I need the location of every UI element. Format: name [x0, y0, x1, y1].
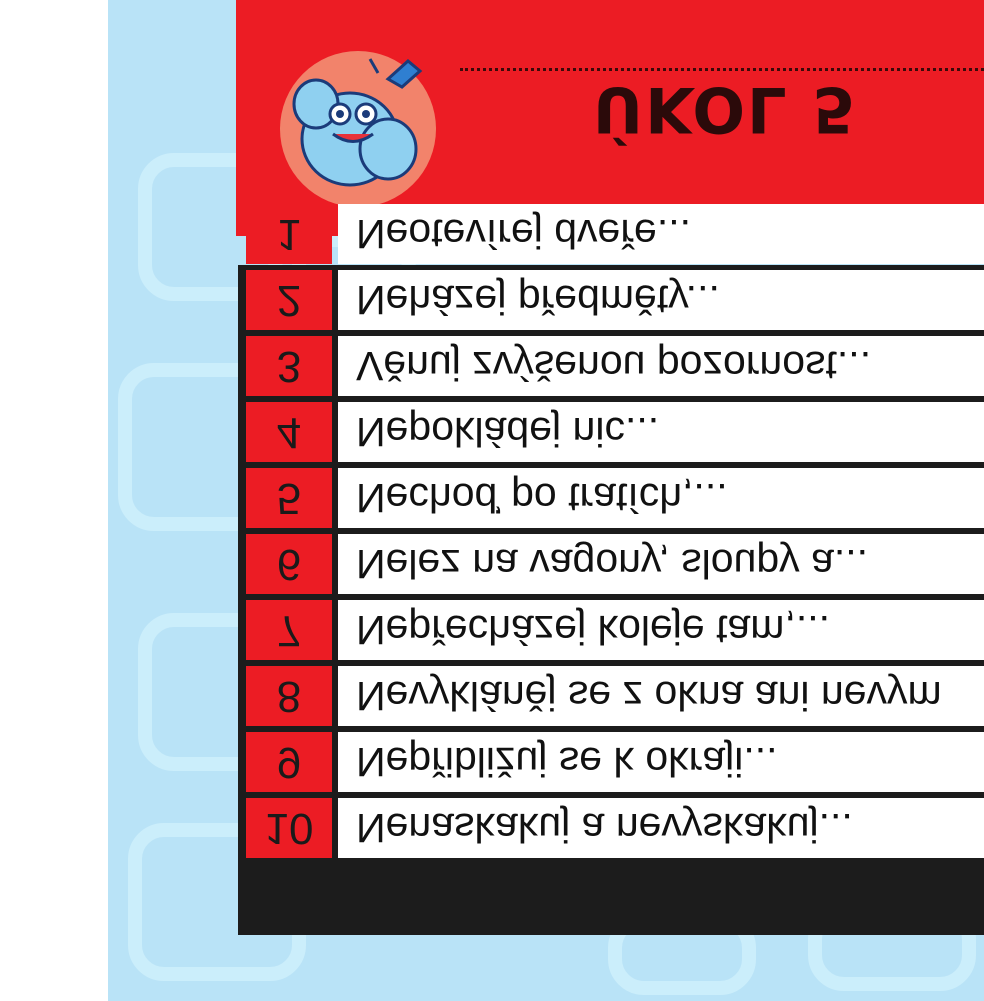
task-number: 2 [246, 270, 332, 330]
task-text: Věnuj zvýšenou pozornost... [338, 336, 984, 396]
list-item [238, 600, 984, 660]
task-text: Nenaskakuj a nevyskakuj... [338, 798, 984, 858]
task-text: Nepřecházej koleje tam,... [338, 600, 984, 660]
task-list [238, 210, 984, 935]
list-item [238, 270, 984, 330]
task-number: 3 [246, 336, 332, 396]
task-number: 1 [246, 204, 332, 264]
task-text: Nelez na vagony, sloupy a... [338, 534, 984, 594]
task-text: Neházej předměty... [338, 270, 984, 330]
list-item [238, 402, 984, 462]
list-item [238, 468, 984, 528]
task-number: 4 [246, 402, 332, 462]
task-number: 6 [246, 534, 332, 594]
list-item [238, 666, 984, 726]
task-text: Neotevírej dveře... [338, 204, 984, 264]
task-number: 5 [246, 468, 332, 528]
list-item [238, 732, 984, 792]
task-number: 10 [246, 798, 332, 858]
task-text: Nevykláněj se z okna ani nevym [338, 666, 984, 726]
list-item [238, 798, 984, 858]
task-title: ÚKOL 5 [592, 73, 858, 146]
list-item [238, 204, 984, 264]
task-number: 7 [246, 600, 332, 660]
list-item [238, 534, 984, 594]
task-number: 9 [246, 732, 332, 792]
task-number: 8 [246, 666, 332, 726]
task-text: Nepřibližuj se k okraji... [338, 732, 984, 792]
list-item [238, 336, 984, 396]
cartoon-blue-creature-icon [278, 49, 438, 209]
task-text: Nechoď po tratích,... [338, 468, 984, 528]
task-text: Nepokládej nic... [338, 402, 984, 462]
left-margin [0, 0, 108, 1001]
